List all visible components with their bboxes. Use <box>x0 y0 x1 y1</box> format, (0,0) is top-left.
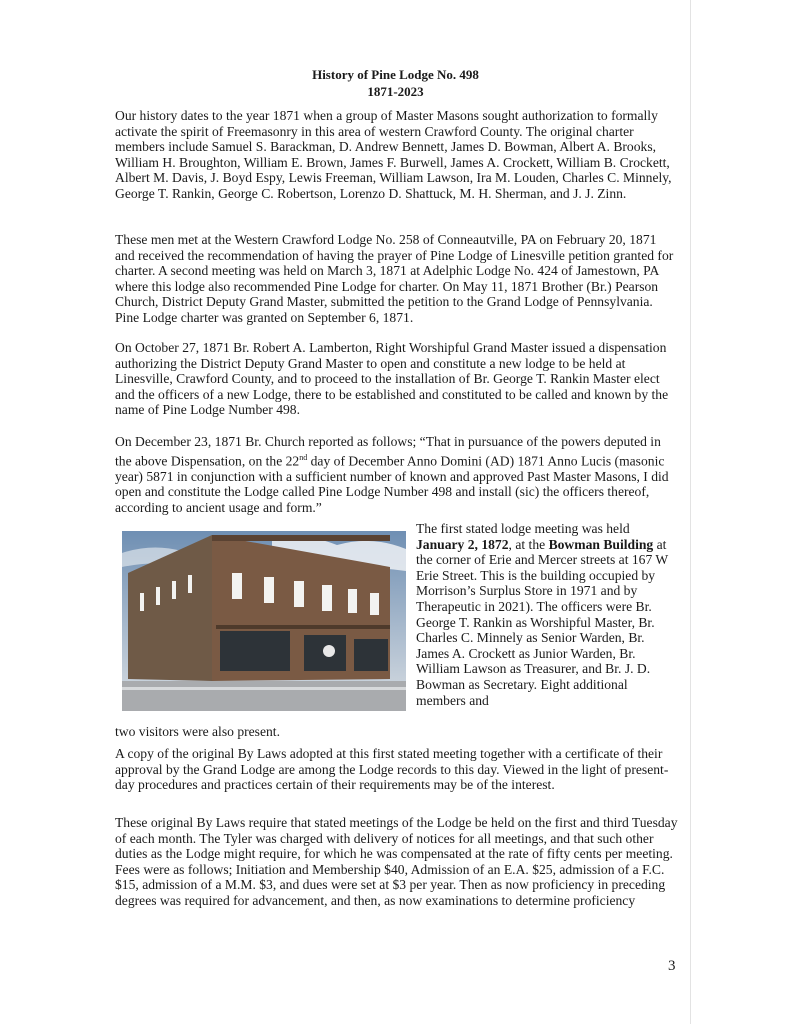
report-ordinal-suffix: nd <box>299 452 308 462</box>
scan-edge-line <box>690 0 691 1024</box>
paragraph-charter-members: Our history dates to the year 1871 when a group of Master Masons sought authorization to formally activate the spirit of Freemasonry in this area of western Crawford County. The original charter members include Samuel S. Barackman, D. Andrew Bennett, James D. Bowman, Albert A. Brooks, William H. Broughton, William E. Brown, James F. Burwell, James A. Crockett, William B. Crockett, Albert M. Davis, J. Boyd Espy, Lewis Freeman, William Lawson, Ira M. Louden, Charles C. Minnely, George T. Rankin, George C. Robertson, Lorenzo D. Shattuck, M. H. Sherman, and J. J. Zinn. <box>115 108 672 201</box>
document-years: 1871-2023 <box>367 84 424 99</box>
paragraph-original-bylaws: A copy of the original By Laws adopted at this first stated meeting together with a certificate of their approval by the Grand Lodge are among the Lodge records to this day. Viewed in the light of present-day procedures and practices certain of their requirements may be of the interest. <box>115 746 669 793</box>
report-text-start: On December 23, 1871 Br. Church reported as follows; “That in pursuance of the powers deputed in the above Dispensation, on the 22 <box>115 434 661 469</box>
meeting-at-the: , at the <box>508 536 546 552</box>
meeting-intro: The first stated lodge meeting was held <box>416 521 630 536</box>
paragraph-church-report <box>115 434 678 516</box>
page-number: 3 <box>668 958 676 974</box>
meeting-location-and-officers: at the corner of Erie and Mercer streets at 167 W Erie Street. This is the building occupied by Morrison’s Surplus Store in 1971 and by Therapeutic in 2021). The officers were Br. George T. Rankin as Worshipful Master, Br. Charles C. Minnely as Senior Warden, Br. James A. Crockett as Junior Warden, Br. William Lawson as Treasurer, and Br. J. D. Bowman as Secretary. Eight additional members and <box>416 536 669 708</box>
paragraph-first-meetings: These men met at the Western Crawford Lodge No. 258 of Conneautville, PA on February 20, 1871 and received the recommendation of having the prayer of Pine Lodge of Linesville petition granted for charter. A second meeting was held on March 3, 1871 at Adelphic Lodge No. 424 of Jamestown, PA where this lodge also recommended Pine Lodge for charter. On May 11, 1871 Brother (Br.) Pearson Church, District Deputy Grand Master, submitted the petition to the Grand Lodge of Pennsylvania. Pine Lodge charter was granted on September 6, 1871. <box>115 232 674 325</box>
meeting-date: January 2, 1872 <box>416 536 509 552</box>
paragraph-bylaws-requirements: These original By Laws require that stated meetings of the Lodge be held on the first and third Tuesday of each month. The Tyler was charged with delivery of notices for all meetings, and that such other duties as the Lodge might require, for which he was compensated at the rate of fifty cents per meeting. Fees were as follows; Initiation and Membership $40, Admission of an E.A. $25, admission of a F.C. $15, admission of a M.M. $3, and dues were set at $3 per year. Then as now proficiency in preceding degrees was required for advancement, and then, as now examinations to determine proficiency <box>115 815 678 908</box>
report-text-end: day of December Anno Domini (AD) 1871 Anno Lucis (masonic year) 5871 in conjunction with a sufficient number of known and approved Past Master Masons, I did open and constitute the Lodge called Pine Lodge Number 498 and install (sic) the officers thereof, according to ancient usage and form.” <box>115 453 669 515</box>
document-title: History of Pine Lodge No. 498 <box>312 67 479 82</box>
paragraph-first-stated-meeting <box>416 521 678 708</box>
paragraph-meeting-continuation: two visitors were also present. <box>115 724 280 739</box>
bowman-building-photo <box>122 531 406 711</box>
paragraph-dispensation-issued: On October 27, 1871 Br. Robert A. Lamberton, Right Worshipful Grand Master issued a dispensation authorizing the District Deputy Grand Master to open and constitute a new lodge to be held at Linesville, Crawford County, and to proceed to the installation of Br. George T. Rankin Master elect and the officers of a new Lodge, there to be established and constituted to be called and known by the name of Pine Lodge Number 498. <box>115 340 669 418</box>
bowman-building-illustration <box>122 531 406 711</box>
meeting-building: Bowman Building <box>548 536 654 552</box>
